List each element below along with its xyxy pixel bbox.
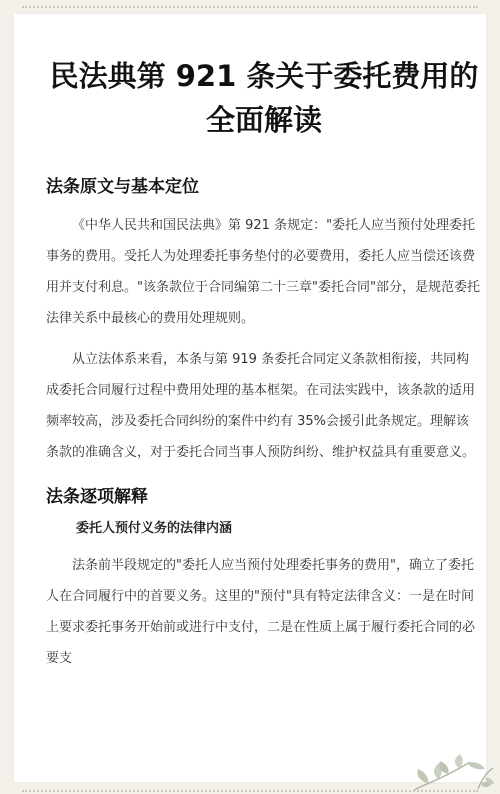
section-heading: 法条原文与基本定位 — [46, 177, 199, 197]
section-heading: 法条逐项解释 — [46, 487, 148, 507]
paper-top-dotted-border — [14, 0, 486, 10]
document-sheet — [14, 14, 486, 782]
section-2 — [46, 486, 482, 674]
subsection-heading: 委托人预付义务的法律内涵 — [76, 521, 233, 536]
section-2-paragraph-1: 法条前半段规定的"委托人应当预付处理委托事务的费用"，确立了委托人在合同履行中的首要义务。这里的"预付"具有特定法律含义：一是在时间上要求委托事务开始前或进行中支付，二是在性质上属于履行委托合同的必要支 — [46, 558, 476, 666]
document-content — [46, 54, 482, 674]
document-title: 民法典第 921 条关于委托费用的全面解读 — [49, 59, 479, 137]
section-1-paragraph-1: 《中华人民共和国民法典》第 921 条规定："委托人应当预付处理委托事务的费用。受托人为处理委托事务垫付的必要费用，委托人应当偿还该费用并支付利息。"该条款位于合同编第二十三章"委托合同"部分，是规范委托法律关系中最核心的费用处理规则。 — [46, 218, 480, 326]
section-1 — [46, 176, 482, 468]
section-1-paragraph-2: 从立法体系来看，本条与第 919 条委托合同定义条款相衔接，共同构成委托合同履行过程中费用处理的基本框架。在司法实践中，该条款的适用频率较高，涉及委托合同纠纷的案件中约有 35%会援引此条规定。理解该条款的准确含义，对于委托合同当事人预防纠纷、维护权益具有重要意义。 — [46, 352, 476, 460]
leaf-sprig-icon — [404, 750, 496, 794]
